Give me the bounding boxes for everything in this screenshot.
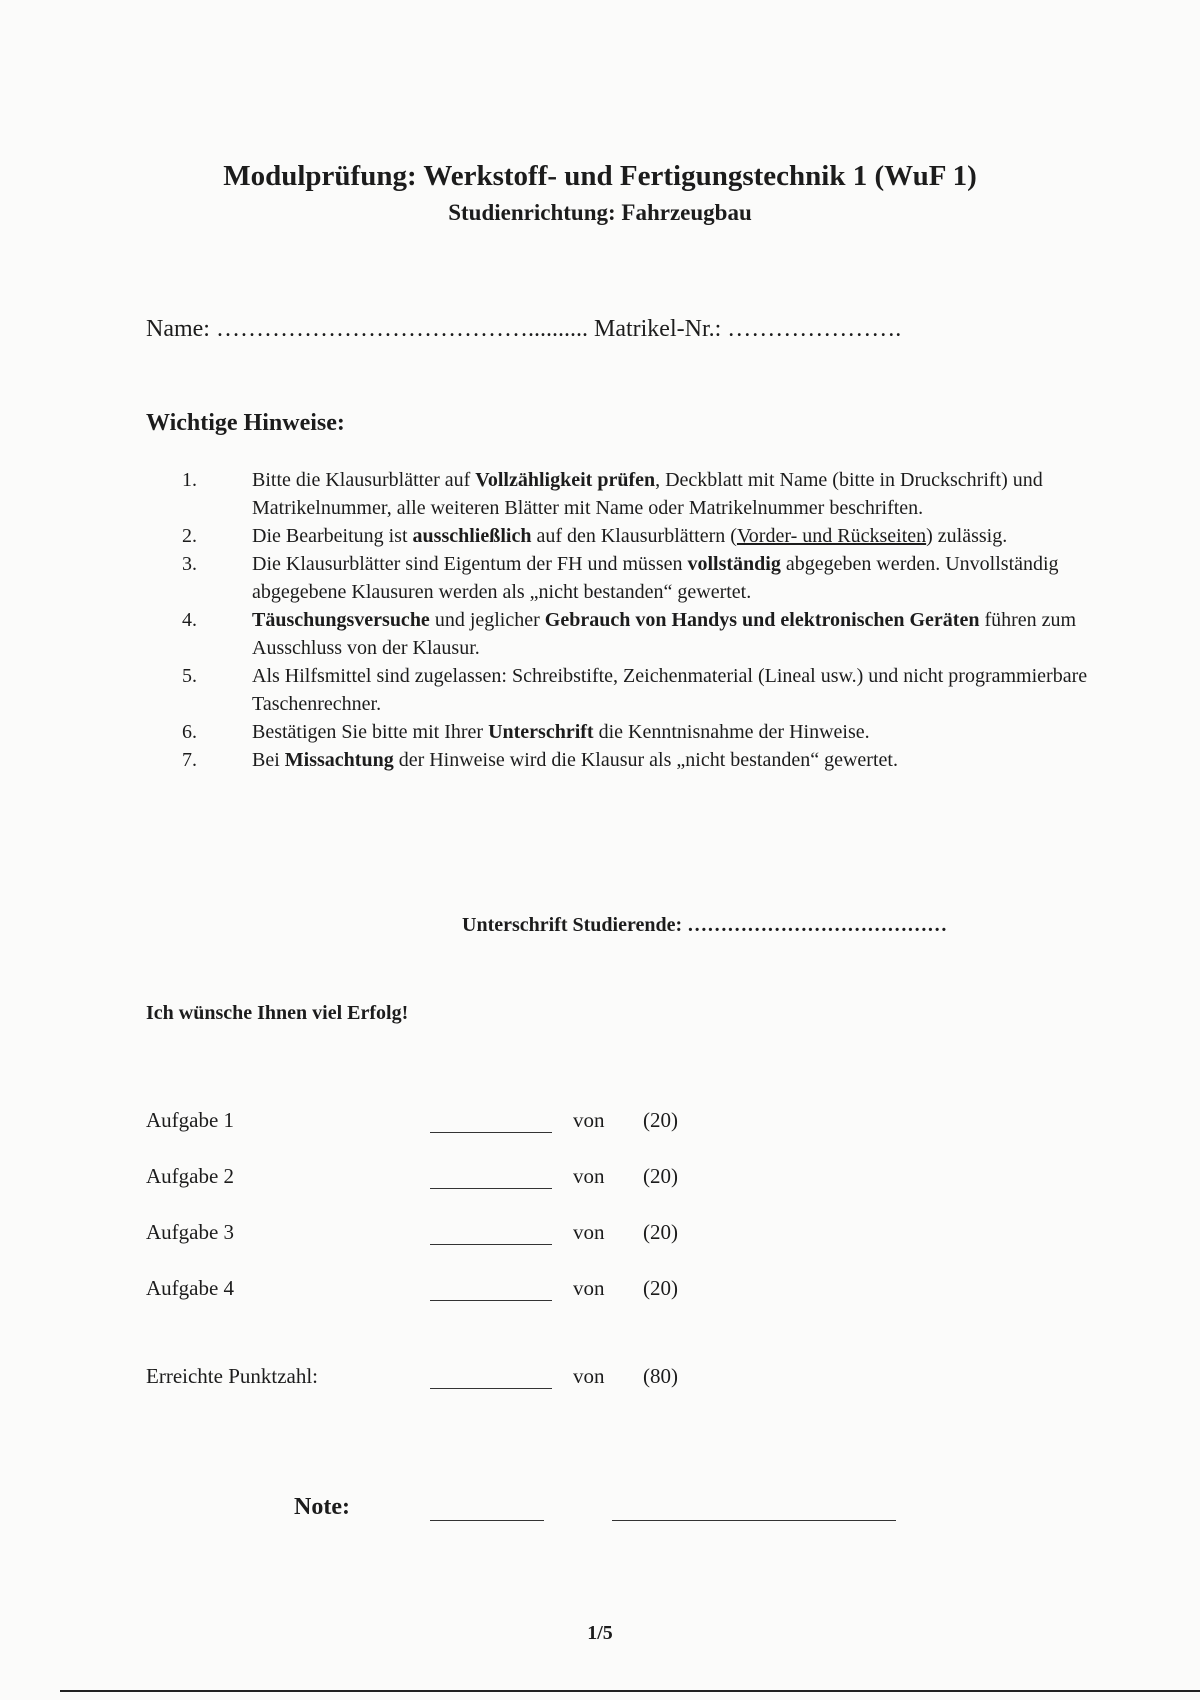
- hinweis-item: [0, 466, 1200, 522]
- hinweis-text-part: ) zulässig.: [926, 525, 1008, 547]
- hinweis-text-part: Die Klausurblätter sind Eigentum der FH und müssen: [252, 553, 688, 575]
- hinweis-text-part: Bestätigen Sie bitte mit Ihrer: [252, 721, 489, 743]
- hinweis-text-part: und jeglicher: [429, 609, 545, 631]
- score-label: Aufgabe 3: [146, 1220, 235, 1244]
- score-blank[interactable]: [430, 1132, 552, 1133]
- hinweis-text-part: der Hinweise wird die Klausur als „nicht bestanden“ gewertet.: [393, 749, 898, 771]
- hinweis-item: [0, 718, 1200, 746]
- hinweis-text: [252, 606, 1092, 662]
- score-total-row: [0, 1364, 1200, 1394]
- hinweis-text-part: Bei: [252, 749, 285, 771]
- hinweis-item: [0, 550, 1200, 606]
- note-label: Note:: [294, 1494, 350, 1520]
- hinweis-number: 2.: [182, 525, 197, 547]
- score-blank[interactable]: [430, 1188, 552, 1189]
- hinweise-heading: Wichtige Hinweise:: [146, 410, 345, 436]
- hinweis-number: 7.: [182, 749, 197, 771]
- hinweis-emphasis: Vollzähligkeit prüfen: [475, 469, 656, 491]
- hinweis-number: 5.: [182, 665, 197, 687]
- score-row: [0, 1220, 1200, 1250]
- hinweis-text: [252, 718, 1092, 746]
- score-max: (20): [643, 1276, 678, 1300]
- score-max: (20): [643, 1164, 678, 1188]
- hinweis-text-part: auf den Klausurblättern (: [531, 525, 737, 547]
- good-luck-text: Ich wünsche Ihnen viel Erfolg!: [146, 1002, 409, 1024]
- score-max: (80): [643, 1364, 678, 1388]
- score-label: Erreichte Punktzahl:: [146, 1364, 319, 1388]
- score-von: von: [573, 1364, 605, 1388]
- score-label: Aufgabe 2: [146, 1164, 235, 1188]
- hinweis-emphasis: vollständig: [687, 553, 781, 575]
- hinweis-item: [0, 522, 1200, 550]
- hinweis-emphasis: Täuschungsversuche: [252, 609, 430, 631]
- page-number: 1/5: [587, 1622, 613, 1644]
- score-row: [0, 1276, 1200, 1306]
- hinweis-number: 1.: [182, 469, 197, 491]
- score-row: [0, 1164, 1200, 1194]
- signature-line: [462, 914, 1082, 937]
- matrikel-field[interactable]: ………………….: [727, 316, 902, 342]
- identification-line: [146, 316, 1066, 343]
- score-von: von: [573, 1108, 605, 1132]
- hinweis-number: 4.: [182, 609, 197, 631]
- hinweis-item: [0, 662, 1200, 718]
- hinweis-emphasis: Unterschrift: [488, 721, 594, 743]
- hinweis-text-part: , Deckblatt mit Name (bitte in Druckschrift) und Matrikelnummer, alle weiteren Blätter mit Name oder Matrikelnummer beschriften.: [252, 469, 1043, 519]
- score-blank[interactable]: [430, 1300, 552, 1301]
- score-von: von: [573, 1220, 605, 1244]
- hinweis-text-part: führen zum Ausschluss von der Klausur.: [252, 609, 1077, 659]
- hinweis-text: [252, 466, 1092, 522]
- hinweis-text-part: Bitte die Klausurblätter auf: [252, 469, 476, 491]
- page-subtitle: Studienrichtung: Fahrzeugbau: [448, 200, 752, 225]
- hinweis-text: [252, 746, 1092, 774]
- score-max: (20): [643, 1108, 678, 1132]
- score-row: [0, 1108, 1200, 1138]
- hinweis-text: [252, 550, 1092, 606]
- hinweis-number: 3.: [182, 553, 197, 575]
- score-von: von: [573, 1276, 605, 1300]
- hinweis-item: [0, 746, 1200, 774]
- hinweis-text-part: Vorder- und Rückseiten: [736, 525, 927, 547]
- page-title: Modulprüfung: Werkstoff- und Fertigungstechnik 1 (WuF 1): [223, 160, 977, 192]
- hinweis-emphasis: Missachtung: [284, 749, 394, 771]
- hinweis-emphasis: Gebrauch von Handys und elektronischen Geräten: [544, 609, 980, 631]
- hinweise-list: [0, 466, 1200, 774]
- name-field[interactable]: …………………………………..........: [215, 316, 588, 342]
- note-blank[interactable]: [430, 1520, 544, 1521]
- score-blank[interactable]: [430, 1388, 552, 1389]
- name-label: Name:: [146, 316, 210, 342]
- signature-field[interactable]: …………………………………: [687, 914, 948, 936]
- hinweis-text-part: die Kenntnisnahme der Hinweise.: [593, 721, 870, 743]
- bottom-rule: [60, 1690, 1200, 1692]
- matrikel-label: Matrikel-Nr.:: [593, 316, 722, 342]
- score-von: von: [573, 1164, 605, 1188]
- score-label: Aufgabe 4: [146, 1276, 235, 1300]
- score-max: (20): [643, 1220, 678, 1244]
- signature-label: Unterschrift Studierende:: [462, 914, 683, 936]
- hinweis-text: [252, 662, 1092, 718]
- hinweis-item: [0, 606, 1200, 662]
- score-label: Aufgabe 1: [146, 1108, 235, 1132]
- hinweis-text: [252, 522, 1092, 550]
- hinweis-text-part: Die Bearbeitung ist: [252, 525, 413, 547]
- hinweis-text-part: abgegeben werden. Unvollständig abgegebene Klausuren werden als „nicht bestanden“ gewertet.: [252, 553, 1059, 603]
- score-blank[interactable]: [430, 1244, 552, 1245]
- hinweis-emphasis: ausschließlich: [412, 525, 532, 547]
- note-signature-blank[interactable]: [612, 1520, 896, 1521]
- hinweis-text-part: Als Hilfsmittel sind zugelassen: Schreibstifte, Zeichenmaterial (Lineal usw.) und nicht programmierbare Taschenrechner.: [252, 665, 1088, 715]
- hinweis-number: 6.: [182, 721, 197, 743]
